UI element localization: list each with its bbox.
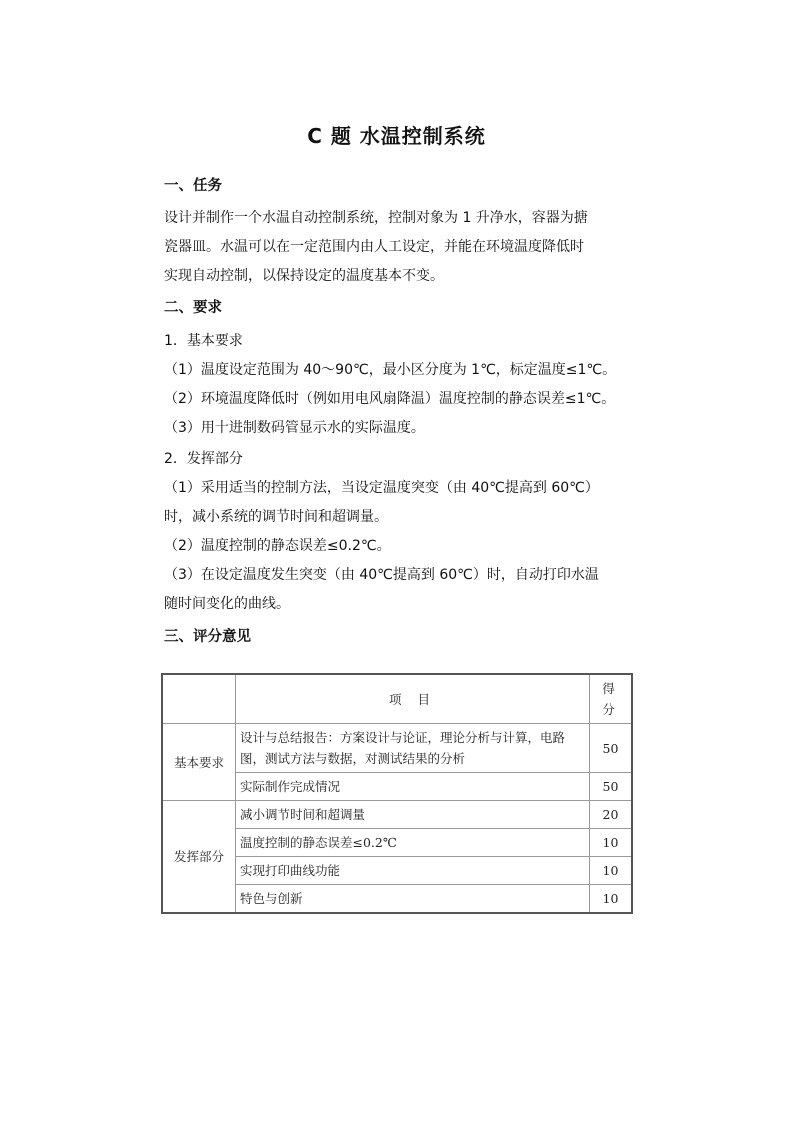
- task-line: 设计并制作一个水温自动控制系统，控制对象为 1 升净水，容器为搪: [164, 210, 588, 226]
- table-category-cell: 基本要求: [162, 724, 236, 801]
- basic-requirement-item: （2）环境温度降低时（例如用电风扇降温）温度控制的静态误差≤1℃。: [164, 391, 616, 407]
- section-heading-task: 一、任务: [164, 178, 222, 194]
- scoring-table: [161, 673, 633, 914]
- subheading-basic: 1．基本要求: [164, 333, 243, 349]
- section-heading-requirements: 二、要求: [164, 300, 222, 316]
- table-item-cell: 特色与创新: [236, 885, 590, 914]
- table-header-row: [162, 674, 632, 724]
- table-header-score: 得 分: [590, 674, 633, 724]
- extended-requirement-line: （2）温度控制的静态误差≤0.2℃。: [164, 538, 391, 554]
- table-item-cell: 温度控制的静态误差≤0.2℃: [236, 829, 590, 857]
- table-header-category: [162, 674, 236, 724]
- table-score-cell: 20: [590, 801, 633, 829]
- task-line: 瓷器皿。水温可以在一定范围内由人工设定，并能在环境温度降低时: [164, 239, 584, 255]
- table-category-cell: 发挥部分: [162, 801, 236, 914]
- table-header-item: 项 目: [236, 674, 590, 724]
- table-score-cell: 50: [590, 724, 633, 773]
- subheading-extended: 2．发挥部分: [164, 451, 243, 467]
- extended-requirement-line: （3）在设定温度发生突变（由 40℃提高到 60℃）时，自动打印水温: [164, 567, 599, 583]
- basic-requirement-item: （1）温度设定范围为 40～90℃，最小区分度为 1℃，标定温度≤1℃。: [164, 362, 617, 378]
- extended-requirement-line: 随时间变化的曲线。: [164, 596, 290, 612]
- table-row: [162, 724, 632, 773]
- basic-requirement-item: （3）用十进制数码管显示水的实际温度。: [164, 420, 425, 436]
- table-item-cell: 设计与总结报告：方案设计与论证，理论分析与计算，电路图，测试方法与数据，对测试结果的分析: [236, 724, 590, 773]
- section-heading-scoring: 三、评分意见: [164, 629, 251, 645]
- table-score-cell: 10: [590, 829, 633, 857]
- table-score-cell: 50: [590, 773, 633, 801]
- task-line: 实现自动控制，以保持设定的温度基本不变。: [164, 268, 444, 284]
- table-item-cell: 实际制作完成情况: [236, 773, 590, 801]
- document-body: [164, 172, 636, 656]
- table-score-cell: 10: [590, 857, 633, 885]
- extended-requirement-line: （1）采用适当的控制方法，当设定温度突变（由 40℃提高到 60℃）: [164, 480, 599, 496]
- table-item-cell: 减小调节时间和超调量: [236, 801, 590, 829]
- table-score-cell: 10: [590, 885, 633, 914]
- table-item-cell: 实现打印曲线功能: [236, 857, 590, 885]
- page-title: C 题 水温控制系统: [307, 124, 486, 148]
- extended-requirement-line: 时，减小系统的调节时间和超调量。: [164, 509, 388, 525]
- table-row: [162, 801, 632, 829]
